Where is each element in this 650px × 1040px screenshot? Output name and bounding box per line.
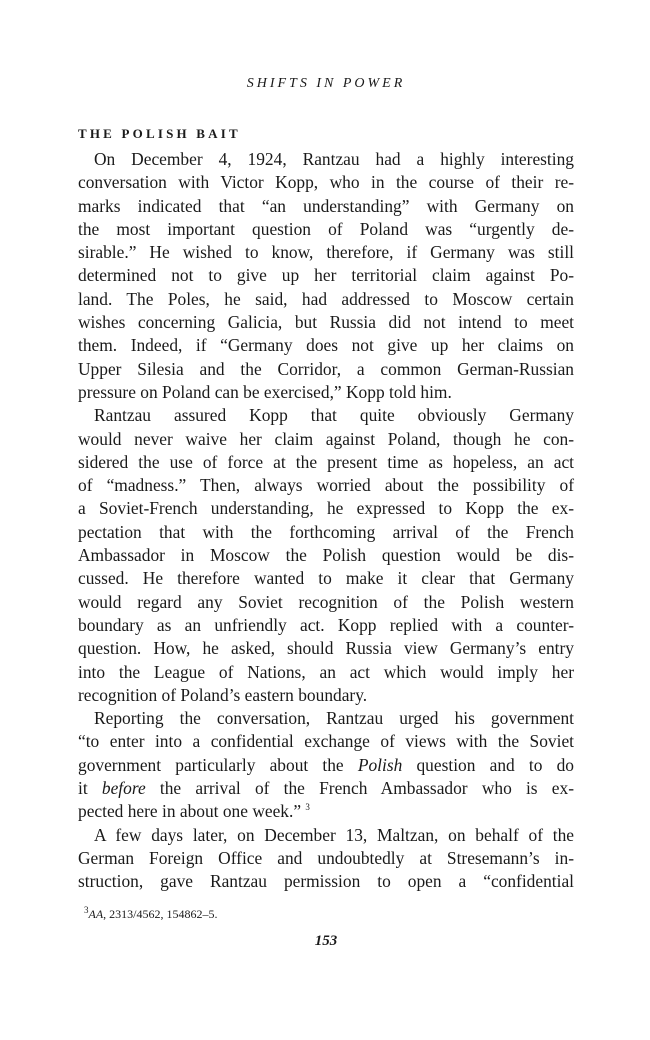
text-line (78, 544, 574, 567)
text-line (78, 521, 574, 544)
text-segment: of “madness.” Then, always worried about the possibility of (78, 475, 574, 496)
text-segment: pressure on Poland can be exercised,” Kopp told him. (78, 381, 452, 402)
footnote-source: AA (88, 907, 104, 921)
text-segment: government particularly about the (78, 754, 358, 775)
text-segment: pectation that with the forthcoming arrival of the French (78, 521, 574, 542)
text-line (78, 730, 574, 753)
text-line (78, 218, 574, 241)
footnote-marker: 3 (84, 905, 89, 915)
text-segment: into the League of Nations, an act which would imply her (78, 661, 574, 682)
footnote-text: , 2313/4562, 154862–5. (103, 907, 218, 921)
text-segment: the most important question of Poland was “urgently de- (78, 218, 574, 239)
text-line (78, 428, 574, 451)
text-line (78, 754, 574, 777)
text-line (78, 404, 574, 427)
book-page (78, 0, 574, 1040)
body-text (78, 148, 574, 894)
text-segment: question. How, he asked, should Russia view Germany’s entry (78, 638, 574, 659)
text-segment: Reporting the conversation, Rantzau urged his government (94, 708, 574, 729)
text-segment: land. The Poles, he said, had addressed to Moscow certain (78, 288, 574, 309)
text-line (78, 637, 574, 660)
text-line (78, 171, 574, 194)
text-line (78, 358, 574, 381)
text-segment: conversation with Victor Kopp, who in the course of their re- (78, 172, 574, 193)
text-line (78, 195, 574, 218)
text-segment: pected here in about one week.” (78, 801, 306, 822)
text-line (78, 311, 574, 334)
text-line (78, 800, 574, 823)
page-number: 153 (314, 933, 338, 949)
text-line (78, 148, 574, 171)
text-line (78, 288, 574, 311)
text-line (78, 264, 574, 287)
running-head: SHIFTS IN POWER (246, 76, 406, 91)
text-segment: it (78, 778, 102, 799)
text-segment: German Foreign Office and undoubtedly at Stresemann’s in- (78, 847, 574, 868)
text-line (78, 567, 574, 590)
text-line (78, 241, 574, 264)
text-segment: before (101, 778, 146, 799)
text-segment: Upper Silesia and the Corridor, a common German-Russian (78, 358, 574, 379)
text-segment: determined not to give up her territorial claim against Po- (78, 265, 574, 286)
text-segment: would regard any Soviet recognition of the Polish western (78, 591, 574, 612)
text-line (78, 824, 574, 847)
section-heading: THE POLISH BAIT (78, 126, 241, 141)
text-line (78, 497, 574, 520)
text-line (78, 451, 574, 474)
text-segment: a Soviet-French understanding, he expressed to Kopp the ex- (78, 498, 574, 519)
footnote-reference: 3 (305, 802, 310, 813)
text-segment: them. Indeed, if “Germany does not give up her claims on (78, 335, 574, 356)
text-line (78, 707, 574, 730)
text-segment: recognition of Poland’s eastern boundary. (78, 684, 368, 705)
text-line (78, 684, 574, 707)
text-segment: “to enter into a confidential exchange of views with the Soviet (78, 731, 574, 752)
text-segment: sirable.” He wished to know, therefore, if Germany was still (78, 242, 574, 263)
text-line (78, 381, 574, 404)
text-segment: marks indicated that “an understanding” with Germany on (78, 195, 574, 216)
text-segment: sidered the use of force at the present time as hopeless, an act (78, 451, 574, 472)
footnote (84, 907, 218, 922)
text-segment: question and to do (402, 754, 574, 775)
text-segment: On December 4, 1924, Rantzau had a highly interesting (94, 149, 574, 169)
text-segment: Polish (357, 754, 403, 775)
text-line (78, 474, 574, 497)
text-segment: A few days later, on December 13, Maltzan, on behalf of the (94, 824, 574, 845)
text-segment: Ambassador in Moscow the Polish question would be dis- (78, 545, 574, 566)
text-segment: wishes concerning Galicia, but Russia did not intend to meet (78, 312, 574, 333)
text-segment: cussed. He therefore wanted to make it clear that Germany (78, 568, 574, 589)
text-line (78, 334, 574, 357)
text-line (78, 870, 574, 893)
text-segment: the arrival of the French Ambassador who is ex- (145, 778, 574, 799)
text-segment: boundary as an unfriendly act. Kopp replied with a counter- (78, 614, 574, 635)
text-line (78, 591, 574, 614)
text-segment: struction, gave Rantzau permission to open a “confidential (78, 871, 574, 892)
text-segment: Rantzau assured Kopp that quite obviously Germany (94, 405, 574, 426)
text-line (78, 661, 574, 684)
text-line (78, 847, 574, 870)
text-line (78, 614, 574, 637)
text-segment: would never waive her claim against Poland, though he con- (78, 428, 574, 449)
text-line (78, 777, 574, 800)
